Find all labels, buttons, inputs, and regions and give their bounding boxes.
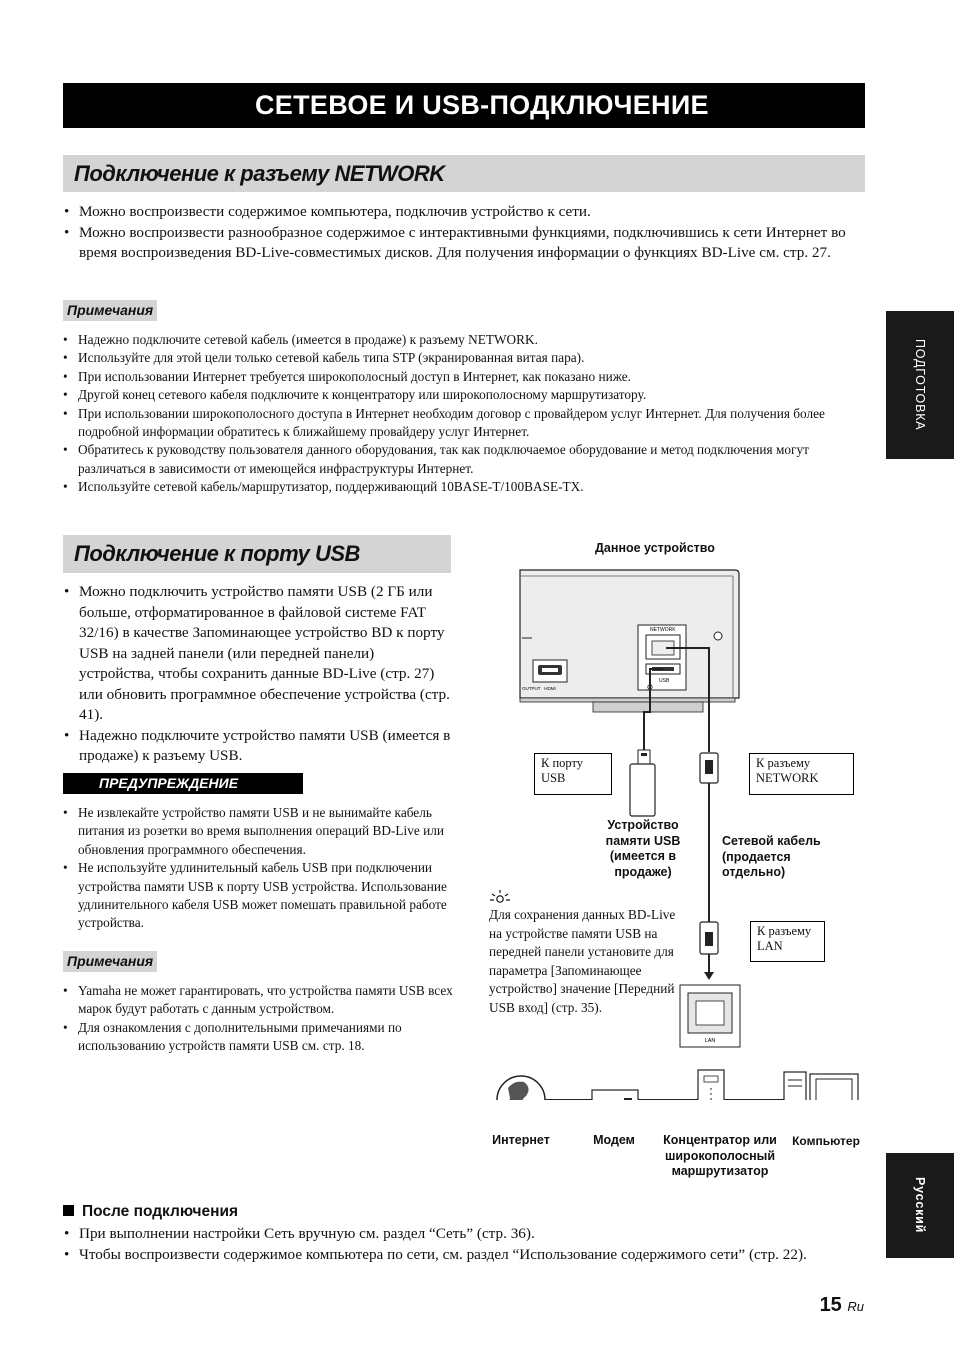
note-item: • Yamaha не может гарантировать, что устройства памяти USB всех марок будут работать с данным устройством. [62,982,454,1019]
network-port-callout: К разъему NETWORK [749,753,854,795]
page-lang: Ru [847,1299,864,1314]
usb-bullets [63,582,453,767]
usb-bullet: • Можно подключить устройство памяти USB (2 ГБ или больше, отформатированное в файловой системе FAT 32/16) в качестве Запоминающее устройство BD к порту USB на задней панели (или передней панели) устройства, чтобы сохранить данные BD-Live (стр. 27) или обновить программное обеспечение устройства (стр. 41). [63,582,453,726]
hub-router-label: Концентратор или широкополосный маршрутизатор [663,1133,777,1178]
note-item: • При использовании Интернет требуется широкополосный доступ в Интернет, как показано ниже. [62,368,864,386]
section-title-network: Подключение к разъему NETWORK [63,155,865,192]
usb-warnings [62,804,454,933]
side-tab-preparation-label: ПОДГОТОВКА [913,339,927,431]
panel-hdmi-label: HDMI [544,686,556,691]
note-item: • При использовании широкополосного доступа в Интернет необходим договор с провайдером услуг Интернет. Для получения более подробной информации обратитесь к ближайшему провайдеру услуг Интернет. [62,405,864,442]
lightbulb-icon [489,889,511,905]
warning-item: • Не извлекайте устройство памяти USB и не вынимайте кабель питания из розетки во время выполнения операций BD-Live или обновления программного обеспечения. [62,804,454,859]
panel-usb-label: USB [659,678,670,684]
network-bullet: • Можно воспроизвести содержимое компьютера, подключив устройство к сети. [63,202,863,223]
network-plug [700,753,718,783]
usb-memory-stick [630,750,655,816]
computer-icon [784,1072,858,1100]
panel-output-label: OUTPUT [522,686,541,691]
notes-label: Примечания [63,300,157,321]
page-number-value: 15 [819,1294,842,1316]
lan-plug [700,922,718,954]
device-rear-panel [520,570,739,712]
side-tab-preparation [886,311,954,459]
note-item: • Используйте для этой цели только сетевой кабель типа STP (экранированная витая пара). [62,349,864,367]
device-label: Данное устройство [595,541,715,555]
square-bullet-icon [63,1205,74,1216]
note-item: • Надежно подключите сетевой кабель (имеется в продаже) к разъему NETWORK. [62,331,864,349]
globe-icon [497,1076,545,1100]
panel-network-label: NETWORK [650,627,676,633]
usb-notes [62,982,454,1056]
notes-label: Примечания [63,951,157,972]
network-bullets [63,202,863,264]
after-heading [63,1202,238,1222]
warning-label: ПРЕДУПРЕЖДЕНИЕ [63,773,303,794]
note-item: • Другой конец сетевого кабеля подключите к концентратору или широкополосному маршрутизатору. [62,386,864,404]
network-notes [62,331,864,497]
usb-port-callout: К порту USB [534,753,612,795]
lan-port-callout: К разъему LAN [750,921,825,962]
network-bullet: • Можно воспроизвести разнообразное содержимое с интерактивными функциями, подключившись к сети Интернет во время воспроизведения BD-Live-совместимых дисков. Для получения информации о функциях BD-Live см. стр. 27. [63,223,863,264]
computer-label: Компьютер [792,1134,860,1148]
section-title-usb: Подключение к порту USB [63,535,451,573]
internet-label: Интернет [492,1133,550,1147]
after-bullets [63,1224,873,1265]
side-tab-language [886,1153,954,1258]
lan-port [680,985,740,1047]
modem-icon [592,1090,638,1100]
note-item: • Для ознакомления с дополнительными примечаниями по использованию устройств памяти USB см. стр. 18. [62,1019,454,1056]
note-item: • Используйте сетевой кабель/маршрутизатор, поддерживающий 10BASE-T/100BASE-TX. [62,478,864,496]
warning-item: • Не используйте удлинительный кабель USB при подключении устройства памяти USB к порту USB устройства. Использование удлинительного кабеля USB может помешать правильной работе устройства. [62,859,454,933]
hub-router-icon [698,1070,724,1100]
page-title: СЕТЕВОЕ И USB-ПОДКЛЮЧЕНИЕ [63,83,865,128]
modem-label: Модем [593,1133,635,1147]
after-bullet: • Чтобы воспроизвести содержимое компьютера по сети, см. раздел “Использование содержимого сети” (стр. 22). [63,1245,873,1266]
after-heading-text: После подключения [82,1203,239,1220]
page-number [820,1293,864,1319]
lan-port-label: LAN [704,1038,716,1044]
side-tab-language-label: Русский [913,1177,927,1234]
usb-memory-label: Устройство памяти USB (имеется в продаже) [605,818,681,879]
network-cable-label: Сетевой кабель (продается отдельно) [722,834,821,879]
tip-text: Для сохранения данных BD-Live на устройстве памяти USB на передней панели установите для параметра [Запоминающее устройство] значение [Передний USB вход] (стр. 35). [489,907,676,1015]
after-bullet: • При выполнении настройки Сеть вручную см. раздел “Сеть” (стр. 36). [63,1224,873,1245]
usb-bullet: • Надежно подключите устройство памяти USB (имеется в продаже) к разъему USB. [63,726,453,767]
note-item: • Обратитесь к руководству пользователя данного оборудования, так как подключаемое оборудование и метод подключения могут различаться в зависимости от имеющейся инфраструктуры Интернет. [62,441,864,478]
